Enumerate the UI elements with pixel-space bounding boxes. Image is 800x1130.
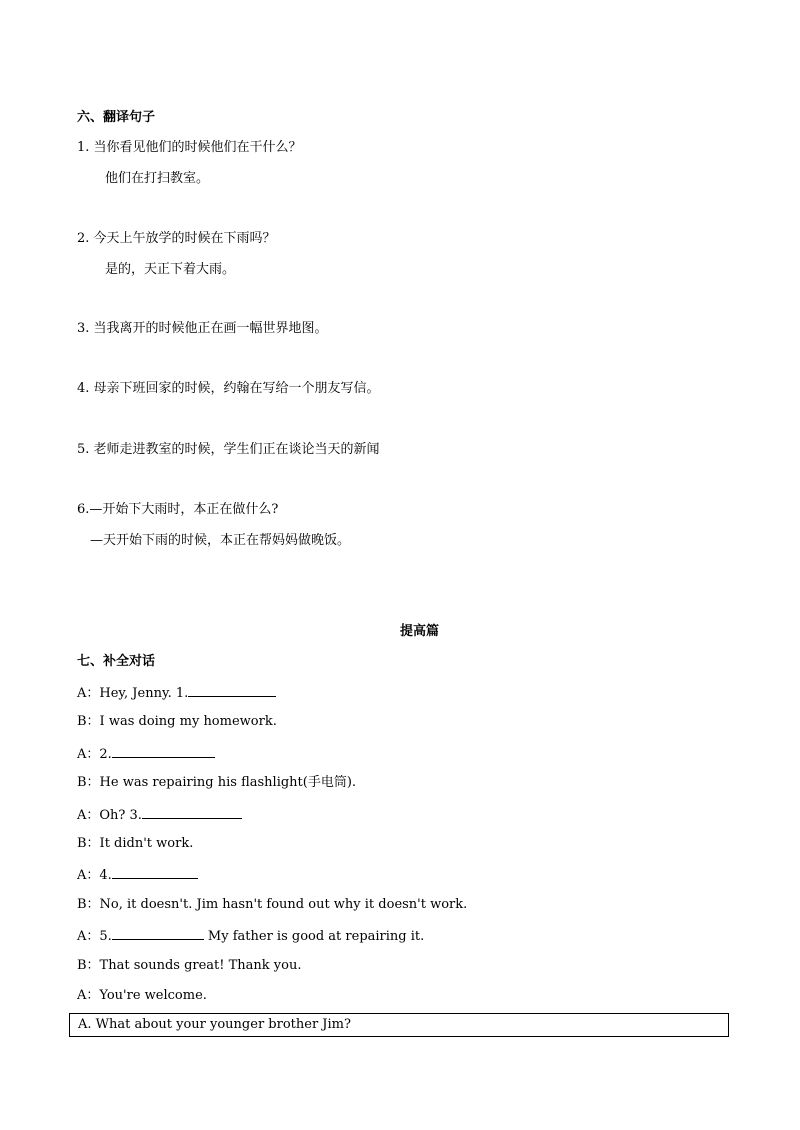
question-1: 1. 当你看见他们的时候他们在干什么？ [77, 140, 302, 155]
answer-1: 他们在打扫教室。 [105, 171, 210, 186]
dialogue-line-2: B：I was doing my homework. [77, 714, 277, 729]
dialogue-line-4: B：He was repairing his flashlight(手电筒). [77, 775, 357, 790]
dialogue-text: A：Hey, Jenny. 1. [77, 686, 189, 701]
section-6-title: 六、翻译句子 [77, 110, 156, 125]
dialogue-line-5 [77, 806, 242, 824]
answer-6: —天开始下雨的时候，本正在帮妈妈做晚饭。 [90, 533, 351, 548]
advanced-title: 提高篇 [400, 624, 440, 639]
answer-blank-3[interactable] [142, 806, 242, 819]
answer-blank-2[interactable] [112, 745, 215, 758]
dialogue-line-1 [77, 684, 276, 702]
answer-blank-5[interactable] [112, 927, 204, 940]
options-box [69, 1013, 729, 1037]
answer-2: 是的，天正下着大雨。 [105, 262, 236, 277]
dialogue-line-9 [77, 927, 424, 945]
dialogue-line-6: B：It didn't work. [77, 836, 194, 851]
answer-blank-1[interactable] [188, 684, 276, 697]
dialogue-line-8: B：No, it doesn't. Jim hasn't found out why it doesn't work. [77, 897, 468, 912]
option-a: A. What about your younger brother Jim? [78, 1017, 351, 1032]
dialogue-line-3 [77, 745, 215, 763]
question-2: 2. 今天上午放学的时候在下雨吗？ [77, 231, 276, 246]
question-6: 6.—开始下大雨时，本正在做什么? [77, 502, 279, 517]
answer-blank-4[interactable] [112, 866, 198, 879]
question-3: 3. 当我离开的时候他正在画一幅世界地图。 [77, 321, 328, 336]
dialogue-text: A：5. [77, 929, 112, 944]
dialogue-text: A：Oh? 3. [77, 808, 142, 823]
dialogue-text-after: My father is good at repairing it. [203, 929, 425, 944]
dialogue-line-7 [77, 866, 198, 884]
section-7-title: 七、补全对话 [77, 654, 156, 669]
dialogue-line-11: A：You're welcome. [77, 988, 207, 1003]
dialogue-text: A：2. [77, 747, 112, 762]
dialogue-line-10: B：That sounds great! Thank you. [77, 958, 302, 973]
dialogue-text: A：4. [77, 868, 112, 883]
question-5: 5. 老师走进教室的时候，学生们正在谈论当天的新闻 [77, 442, 380, 457]
question-4: 4. 母亲下班回家的时候，约翰在写给一个朋友写信。 [77, 381, 380, 396]
